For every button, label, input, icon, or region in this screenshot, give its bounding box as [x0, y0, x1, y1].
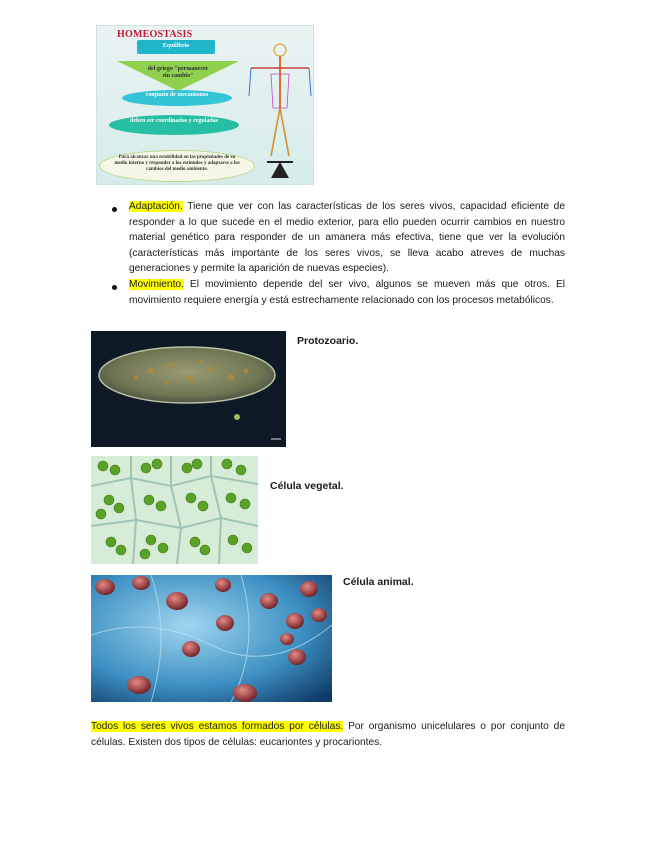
bullet-text: Tiene que ver con las características de los seres vivos, capacidad eficiente de responder a lo que sucede en el medio exterior, para ello pueden ocurrir cambios en nuestro material genético para responder de un amanera más efectiva, tiene que ver la evolución (características más importante de los seres vivos, se lleva acabo atreves de muchas generaciones y permite la aparición de nuevas especies).: [129, 201, 565, 274]
human-figure-illustration: [247, 38, 313, 185]
bullet-dot: [112, 285, 117, 290]
diagram-box-mecanismos: conjunto de mecanismos: [122, 90, 232, 106]
bullet-dot: [112, 207, 117, 212]
term-movimiento: Movimiento.: [129, 279, 184, 290]
diagram-arrow-griego: [117, 61, 239, 91]
animal-cell-image: [91, 575, 332, 702]
bullet-text: El movimiento depende del ser vivo, algunos se mueven más que otros. El movimiento requiere energía y está estrechamente relacionado con los procesos metabólicos.: [129, 279, 565, 306]
diagram-box-reguladas: deben ser coordinadas y reguladas: [109, 115, 239, 135]
plant-cell-image: [91, 456, 258, 564]
caption-plant-cell: Célula vegetal.: [270, 480, 344, 492]
caption-protozoa: Protozoario.: [297, 335, 359, 347]
term-adaptacion: Adaptación.: [129, 201, 183, 212]
closing-paragraph: [91, 719, 565, 750]
homeostasis-diagram: [96, 25, 314, 185]
diagram-box-estabilidad: Para alcanzar una estabilidad en las propiedades de su medio interno y responder a los estímulos y adaptarse a los cambios del medio ambiente.: [99, 150, 255, 182]
closing-text: Por organismo unicelulares o por conjunto de células. Existen dos tipos de células: eucariontes y procariontes.: [91, 721, 565, 748]
closing-highlight: Todos los seres vivos estamos formados por células.: [91, 721, 344, 732]
diagram-arrow-text: del griego "permanecer sin cambio": [147, 66, 209, 79]
bullet-movimiento: [129, 277, 565, 308]
protozoa-image: [91, 331, 286, 447]
caption-animal-cell: Célula animal.: [343, 576, 414, 588]
diagram-title: HOMEOSTASIS: [117, 29, 193, 40]
bullet-adaptacion: [129, 199, 565, 277]
diagram-box-equilibrio: Equilibrio: [137, 40, 215, 54]
